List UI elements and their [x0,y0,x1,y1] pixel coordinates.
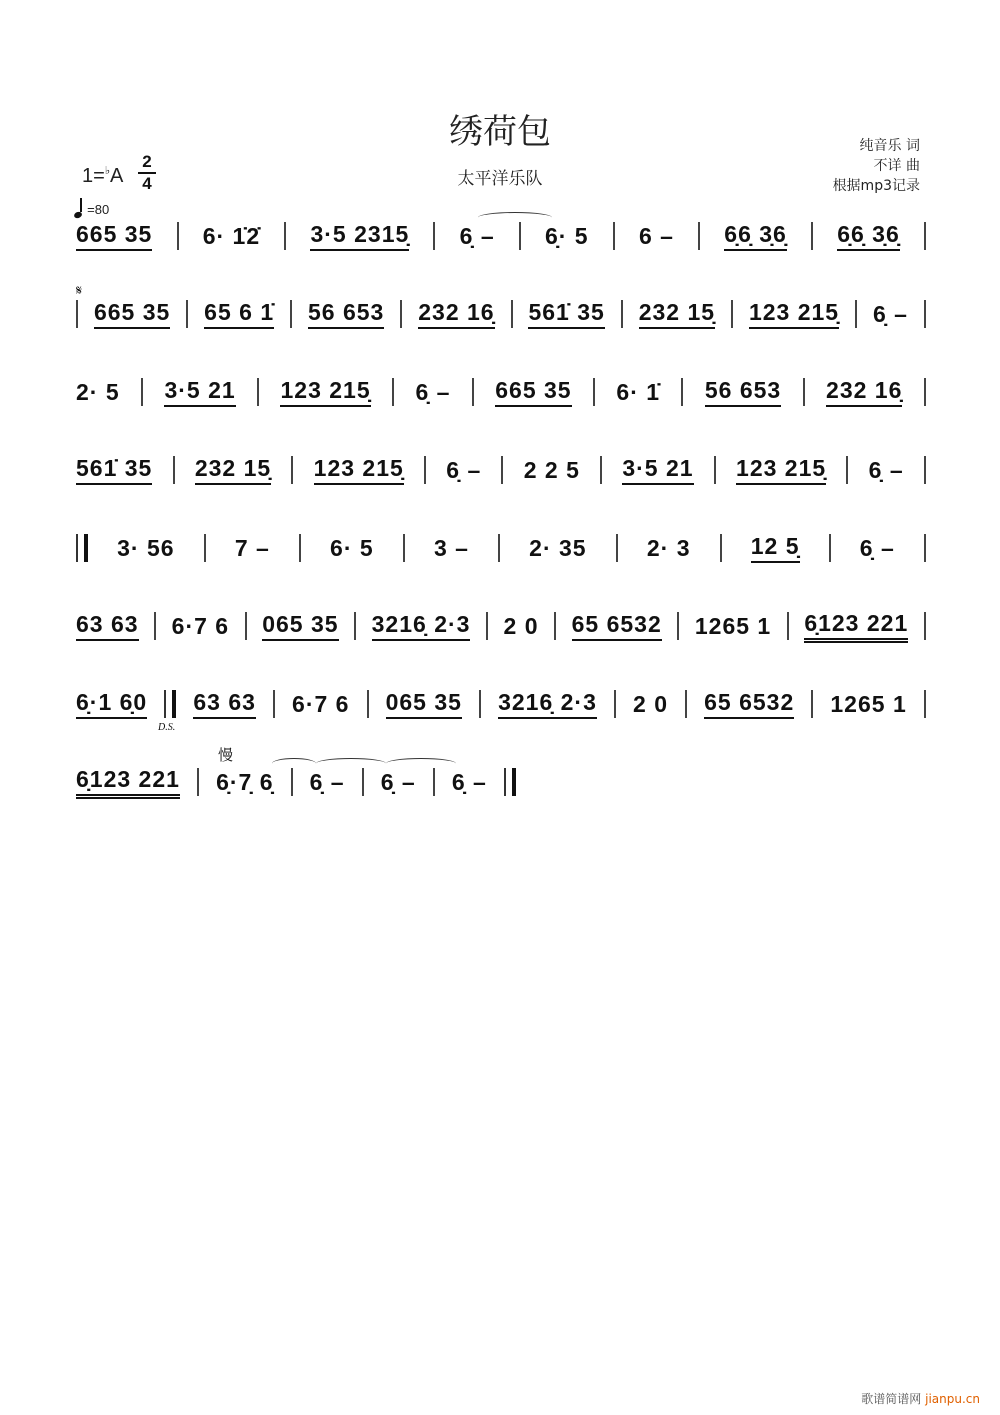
measure: 56 653 [308,299,384,329]
barline [600,456,602,484]
barline [354,612,356,640]
measure: 123 215̣ [749,299,839,329]
measure: 6̣ – [872,300,908,327]
barline [924,690,926,718]
staff-row-3 [76,372,926,412]
measure: 123 215̣ [314,455,404,485]
staff-row-6 [76,606,926,646]
barline [291,768,293,796]
measure: 6̣ – [309,768,345,795]
measure: 6̣· 5 [544,222,589,249]
barline [787,612,789,640]
barline [291,456,293,484]
barline [685,690,687,718]
credits [833,136,920,196]
barline [392,378,394,406]
measure: 2 2 5 [523,456,580,483]
measure: 65 6532 [704,689,794,719]
measure: 6̣123 221 [804,610,908,643]
measure: 3·5 21 [164,377,235,407]
barline [76,300,78,328]
measure: 6̣ – [859,534,895,561]
barline [924,300,926,328]
measure: 6· 1̇2̇ [202,222,261,249]
barline [257,378,259,406]
barline [677,612,679,640]
measure: 561̇ 35 [528,299,604,329]
measure: 63 63 [76,611,139,641]
barline [924,378,926,406]
measure: 065 35 [262,611,338,641]
measure: 3216̣ 2·3 [372,611,471,641]
measure: 2· 5 [76,378,120,405]
measure: 7 – [234,534,270,561]
barline [681,378,683,406]
barline [855,300,857,328]
barline [204,534,206,562]
measure: 3216̣ 2·3 [498,689,597,719]
measure: 6̣6̣ 3̣6̣ [837,221,900,251]
barline [924,534,926,562]
barline [698,222,700,250]
barline [299,534,301,562]
barline [501,456,503,484]
barline [554,612,556,640]
barline [519,222,521,250]
barline [433,222,435,250]
barline [811,222,813,250]
measure: 6̣ – [380,768,416,795]
measure: 3 – [433,534,469,561]
repeat-start [76,534,88,562]
measure: 6̣ – [415,378,451,405]
measure: 6̣·1 6̣0 [76,689,147,719]
barline [924,456,926,484]
barline [472,378,474,406]
tempo-marking: =80 [74,200,109,217]
barline [616,534,618,562]
measure: 2 0 [503,612,539,639]
staff-row-5 [76,528,926,568]
barline [273,690,275,718]
barline [424,456,426,484]
staff-row-4 [76,450,926,490]
barline [479,690,481,718]
tempo-change-slow: 慢 [218,746,234,764]
flat-icon: ♭ [104,165,111,177]
performer: 太平洋乐队 [457,169,543,189]
measure: 6̣6̣ 3̣6̣ [724,221,787,251]
measure: 6·7 6 [292,690,350,717]
final-barline [504,768,516,796]
measure: 665 35 [76,221,152,251]
barline [731,300,733,328]
tie-slur [478,212,552,223]
measure: 6̣ – [446,456,482,483]
key-signature: 1=♭A [82,165,124,187]
barline [613,222,615,250]
composer: 不详 曲 [873,158,920,174]
barline [811,690,813,718]
staff-row-7 [76,684,926,724]
barline [720,534,722,562]
measure: 65 6532 [572,611,662,641]
measure: 6̣ – [868,456,904,483]
staff-row-2 [76,294,926,334]
barline [154,612,156,640]
measure: 232 16̣ [826,377,902,407]
measure: 2 0 [633,690,668,717]
barline [621,300,623,328]
barline [403,534,405,562]
measure: 2· 35 [529,534,587,561]
barline [511,300,513,328]
watermark: 歌谱简谱网 jianpu.cn [861,1392,980,1406]
staff-row-8 [76,762,516,802]
song-title: 绣荷包 [449,112,551,152]
measure: 63 63 [193,689,256,719]
barline [593,378,595,406]
lyricist: 纯音乐 词 [859,138,920,154]
barline [177,222,179,250]
measure: 3· 56 [117,534,175,561]
barline [614,690,616,718]
barline [290,300,292,328]
measure: 123 215̣ [280,377,370,407]
barline [498,534,500,562]
measure: 1265 1 [694,612,772,639]
measure: 232 15̣ [639,299,715,329]
measure: 1265 1 [830,690,907,717]
measure: 561̇ 35 [76,455,152,485]
measure: 6̣123 221 [76,766,180,799]
segno-icon: 𝄋 [76,282,83,298]
measure: 065 35 [386,689,462,719]
measure: 65 6 1̇ [204,299,274,329]
measure: 12 5̣ [751,533,800,563]
time-signature: 2 4 [138,153,156,193]
barline [486,612,488,640]
barline [362,768,364,796]
measure: 6·7 6 [171,612,230,639]
barline [141,378,143,406]
barline [284,222,286,250]
barline [367,690,369,718]
measure: 6· 1̇ [616,378,661,405]
barline [186,300,188,328]
barline [829,534,831,562]
measure: 123 215̣ [736,455,826,485]
measure: 6· 5 [330,534,374,561]
measure: 232 15̣ [195,455,271,485]
dal-segno-marking: D.S. [158,722,176,733]
barline [245,612,247,640]
measure: 6̣·7̣ 6̣ [216,768,274,795]
barline [197,768,199,796]
barline [924,612,926,640]
measure: 6̣ – [451,768,487,795]
barline [714,456,716,484]
measure: 665 35 [495,377,571,407]
measure: 2· 3 [646,534,691,561]
barline [173,456,175,484]
measure: 232 16̣ [418,299,494,329]
barline [433,768,435,796]
measure: 6̣ – [459,222,495,249]
measure: 6 – [638,222,674,249]
barline [803,378,805,406]
barline [846,456,848,484]
source-note: 根据mp3记录 [832,178,920,194]
measure: 3·5 21 [622,455,693,485]
measure: 665 35 [94,299,170,329]
measure: 3·5 2315̣ [310,221,409,251]
barline [400,300,402,328]
repeat-end [164,690,176,718]
barline [924,222,926,250]
measure: 56 653 [705,377,781,407]
